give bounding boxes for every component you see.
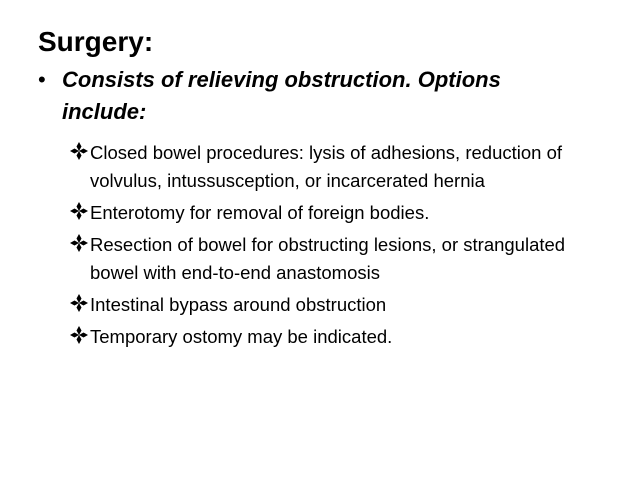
sub-bullet-text: Temporary ostomy may be indicated. — [90, 326, 393, 347]
sub-bullet-text: Resection of bowel for obstructing lesions, or strangulated bowel with end-to-end anastomosis — [90, 234, 566, 283]
diamond-bullet-icon — [68, 231, 90, 259]
main-bullet-item — [38, 64, 598, 128]
sub-bullet-item — [68, 139, 608, 195]
diamond-bullet-icon — [68, 291, 90, 319]
sub-bullet-item — [68, 231, 608, 287]
sub-bullet-item — [68, 199, 608, 227]
diamond-bullet-icon — [68, 323, 90, 351]
diamond-bullet-icon — [68, 139, 90, 167]
slide-title: Surgery: — [38, 26, 154, 57]
sub-bullet-text: Enterotomy for removal of foreign bodies. — [90, 202, 430, 223]
sub-bullet-item — [68, 323, 608, 351]
sub-bullet-text: Closed bowel procedures: lysis of adhesions, reduction of volvulus, intussusception, or incarcerated hernia — [90, 142, 563, 191]
main-bullet-text: Consists of relieving obstruction. Options include: — [62, 67, 501, 124]
sub-bullet-list — [68, 139, 608, 355]
sub-bullet-item — [68, 291, 608, 319]
bullet-dot-icon: • — [38, 67, 46, 92]
sub-bullet-text: Intestinal bypass around obstruction — [90, 294, 387, 315]
diamond-bullet-icon — [68, 199, 90, 227]
